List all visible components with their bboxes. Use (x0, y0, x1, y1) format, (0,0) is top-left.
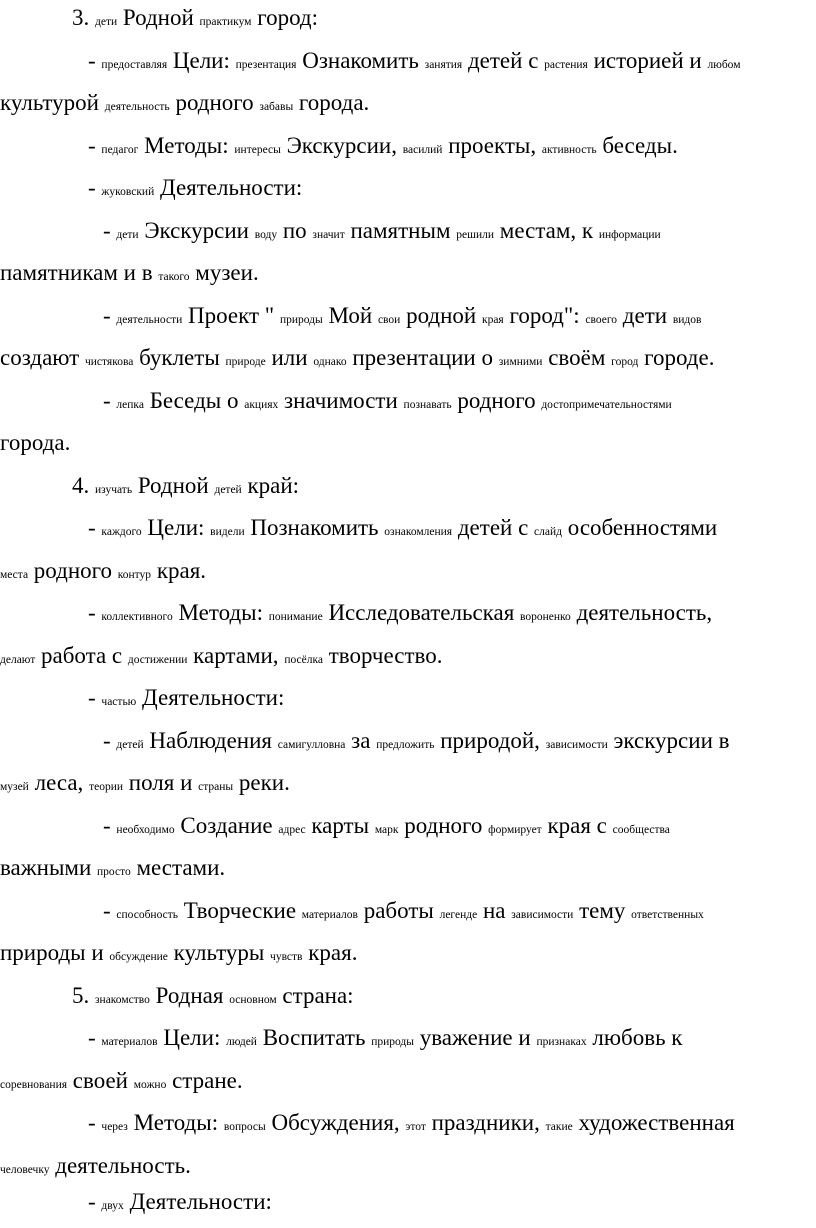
activity-item: - лепка Беседы о акциях значимости познавать родного достопримечательностями (103, 388, 672, 413)
section-3-heading: 3. дети Родной практикум город: (72, 5, 319, 30)
activity-item-cont: важными просто местами. (0, 855, 226, 880)
activity-item: - детей Наблюдения самигулловна за предложить природой, зависимости экскурсии в (103, 728, 730, 753)
goals-line-cont: культурой деятельность родного забавы города. (0, 90, 370, 115)
activities-heading: - двух Деятельности: (88, 1189, 272, 1214)
section-number: 3. (72, 5, 90, 30)
methods-line: - через Методы: вопросы Обсуждения, этот праздники, такие художественная (88, 1110, 735, 1135)
goals-line: - предоставляя Цели: презентация Ознакомить занятия детей с растения историей и любом (88, 48, 741, 73)
methods-line: - педагог Методы: интересы Экскурсии, василий проекты, активность беседы. (88, 133, 678, 158)
activity-item: - необходимо Создание адрес карты марк родного формирует края с сообщества (103, 813, 670, 838)
section-number: 5. (72, 983, 90, 1008)
goals-line-cont: места родного контур края. (0, 558, 207, 583)
activity-item-cont: музей леса, теории поля и страны реки. (0, 770, 290, 795)
activity-item: - деятельности Проект " природы Мой свои родной края город": своего дети видов (103, 303, 702, 328)
activities-heading: - жуковский Деятельности: (88, 175, 303, 200)
activity-item-cont: природы и обсуждение культуры чувств края. (0, 940, 358, 965)
section-number: 4. (72, 473, 90, 498)
activities-heading: - частью Деятельности: (88, 685, 285, 710)
methods-line-cont: человечку деятельность. (0, 1153, 191, 1178)
goals-line: - каждого Цели: видели Познакомить ознакомления детей с слайд особенностями (88, 515, 718, 540)
activity-item-cont: памятникам и в такого музеи. (0, 260, 259, 285)
methods-line-cont: делают работа с достижении картами, посёлка творчество. (0, 643, 443, 668)
activity-item-cont: города. (0, 430, 71, 455)
section-4-heading: 4. изучать Родной детей край: (72, 473, 300, 498)
methods-line: - коллективного Методы: понимание Исследовательская вороненко деятельность, (88, 600, 713, 625)
section-5-heading: 5. знакомство Родная основном страна: (72, 983, 354, 1008)
goals-line-cont: соревнования своей можно стране. (0, 1068, 243, 1093)
activity-item: - дети Экскурсии воду по значит памятным решили местам, к информации (103, 218, 661, 243)
activity-item: - способность Творческие материалов работы легенде на зависимости тему ответственных (103, 898, 704, 923)
activity-item-cont: создают чистякова буклеты природе или однако презентации о зимними своём город городе. (0, 345, 715, 370)
goals-line: - материалов Цели: людей Воспитать природы уважение и признаках любовь к (88, 1025, 683, 1050)
